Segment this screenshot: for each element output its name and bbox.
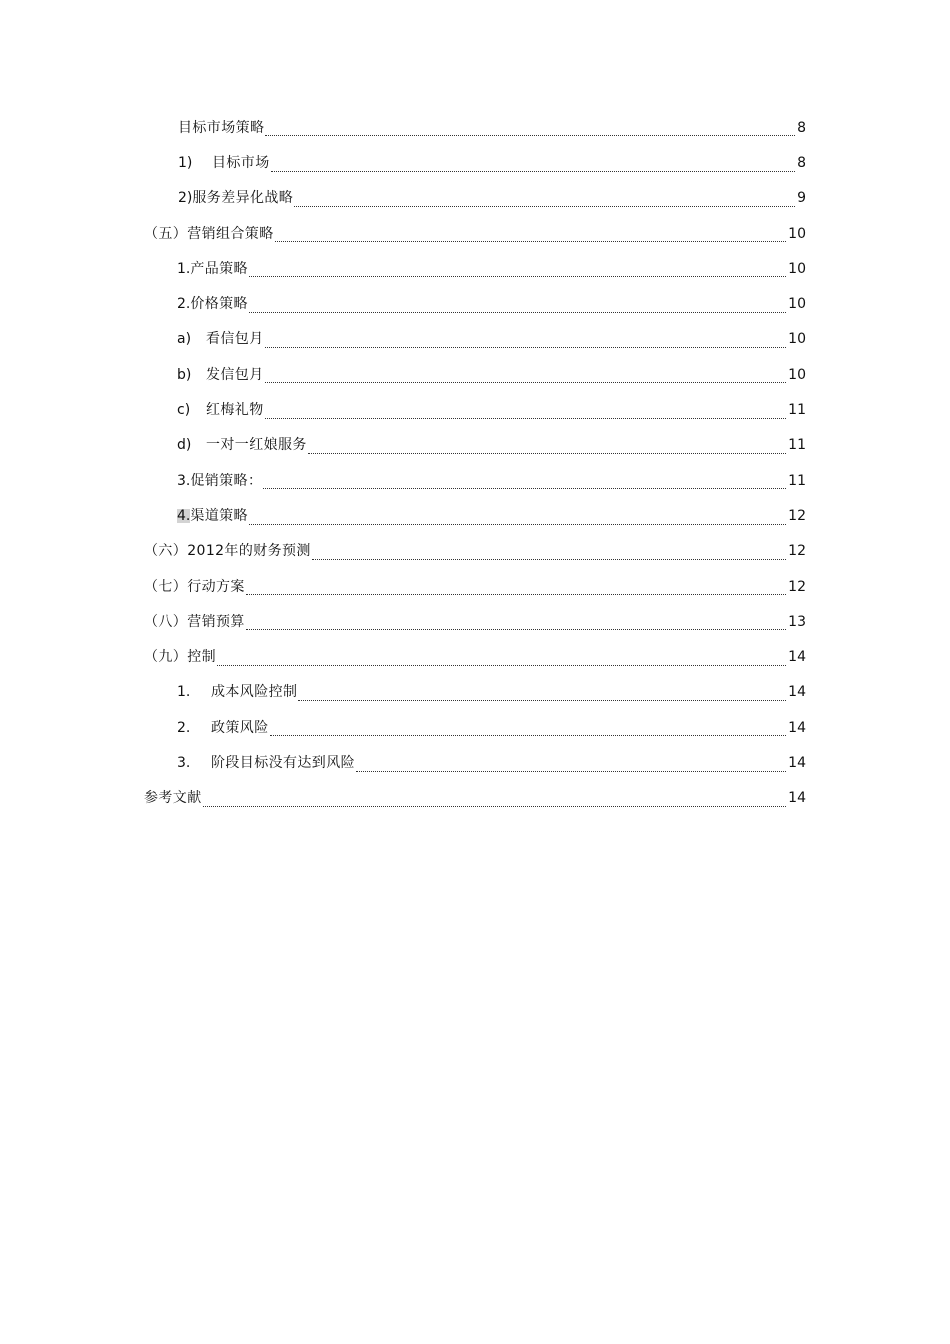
toc-entry-page-number: 10 xyxy=(788,366,806,383)
dot-leader xyxy=(217,664,786,666)
toc-entry-title: 目标市场 xyxy=(212,154,270,171)
toc-entry[interactable] xyxy=(0,498,806,533)
dot-leader xyxy=(298,699,786,701)
dot-leader xyxy=(308,452,786,454)
toc-entry[interactable] xyxy=(0,286,806,321)
toc-entry-title: （七）行动方案 xyxy=(144,578,245,595)
toc-entry-number: b) xyxy=(177,366,192,383)
dot-leader xyxy=(249,311,786,313)
toc-entry-title: 价格策略 xyxy=(190,296,248,313)
toc-entry-page-number: 14 xyxy=(788,684,806,701)
toc-entry[interactable] xyxy=(0,357,806,392)
toc-entry-number: 2. xyxy=(177,296,191,313)
toc-entry-title: 促销策略： xyxy=(190,472,263,489)
toc-entry-title: 看信包月 xyxy=(206,331,264,348)
toc-entry[interactable] xyxy=(0,569,806,604)
dot-leader xyxy=(270,734,787,736)
toc-entry[interactable] xyxy=(0,710,806,745)
toc-entry-title: 服务差异化战略 xyxy=(192,190,294,207)
toc-entry-number: c) xyxy=(177,402,191,419)
toc-entry[interactable] xyxy=(0,145,806,180)
toc-entry-page-number: 12 xyxy=(788,507,806,524)
toc-entry-title: 政策风险 xyxy=(211,719,269,736)
dot-leader xyxy=(249,275,786,277)
toc-entry-number: 1. xyxy=(177,260,191,277)
dot-leader xyxy=(249,523,786,525)
toc-entry-title: 目标市场策略 xyxy=(178,119,265,136)
toc-entry-title: （六）2012年的财务预测 xyxy=(144,543,311,560)
dot-leader xyxy=(265,346,787,348)
toc-entry-page-number: 14 xyxy=(788,754,806,771)
toc-entry-title: 阶段目标没有达到风险 xyxy=(211,754,355,771)
toc-entry-page-number: 11 xyxy=(788,472,806,489)
dot-leader xyxy=(312,558,786,560)
toc-entry[interactable] xyxy=(0,604,806,639)
toc-entry-title: 成本风险控制 xyxy=(211,684,298,701)
toc-entry-page-number: 10 xyxy=(788,260,806,277)
toc-entry[interactable] xyxy=(0,428,806,463)
dot-leader xyxy=(271,170,795,172)
toc-entry[interactable] xyxy=(0,534,806,569)
toc-entry-number: 1) xyxy=(178,154,193,171)
toc-entry[interactable] xyxy=(0,251,806,286)
toc-entry[interactable] xyxy=(0,322,806,357)
dot-leader xyxy=(265,417,787,419)
toc-entry[interactable] xyxy=(0,675,806,710)
dot-leader xyxy=(263,487,786,489)
toc-entry-page-number: 11 xyxy=(788,437,806,454)
toc-entry-page-number: 12 xyxy=(788,578,806,595)
toc-entry-title: （九）控制 xyxy=(144,649,216,666)
toc-entry[interactable] xyxy=(0,181,806,216)
toc-entry-page-number: 9 xyxy=(797,190,806,207)
toc-entry-page-number: 14 xyxy=(788,790,806,807)
dot-leader xyxy=(265,134,795,136)
toc-entry-page-number: 10 xyxy=(788,225,806,242)
toc-entry[interactable] xyxy=(0,463,806,498)
dot-leader xyxy=(356,770,786,772)
dot-leader xyxy=(246,628,786,630)
toc-entry-title: 参考文献 xyxy=(144,790,202,807)
dot-leader xyxy=(294,205,795,207)
toc-entry-number: d) xyxy=(177,437,192,454)
toc-entry-number: 3. xyxy=(177,472,191,489)
toc-entry[interactable] xyxy=(0,639,806,674)
toc-entry-number: 2) xyxy=(178,190,193,207)
toc-entry-number: a) xyxy=(177,331,192,348)
toc-entry-page-number: 8 xyxy=(797,154,806,171)
toc-entry-page-number: 12 xyxy=(788,543,806,560)
toc-entry-page-number: 10 xyxy=(788,331,806,348)
toc-entry[interactable] xyxy=(0,392,806,427)
toc-entry[interactable] xyxy=(0,745,806,780)
toc-entry-title: 发信包月 xyxy=(206,366,264,383)
toc-entry-title: 渠道策略 xyxy=(190,507,248,524)
toc-entry-number: 4. xyxy=(177,507,191,524)
toc-entry-page-number: 14 xyxy=(788,649,806,666)
toc-entry-title: 产品策略 xyxy=(190,260,248,277)
dot-leader xyxy=(265,381,787,383)
toc-entry-page-number: 11 xyxy=(788,402,806,419)
toc-entry-number: 2. xyxy=(177,719,191,736)
toc-entry-number: 1. xyxy=(177,684,191,701)
toc-entry-title: 红梅礼物 xyxy=(206,402,264,419)
dot-leader xyxy=(275,240,787,242)
dot-leader xyxy=(203,805,787,807)
toc-entry-title: （五）营销组合策略 xyxy=(144,225,274,242)
toc-entry-number: 3. xyxy=(177,754,191,771)
toc-entry-title: （八）营销预算 xyxy=(144,613,245,630)
toc-entry-page-number: 8 xyxy=(797,119,806,136)
toc-entry[interactable] xyxy=(0,781,806,816)
toc-entry-page-number: 14 xyxy=(788,719,806,736)
toc-entry-page-number: 10 xyxy=(788,296,806,313)
toc-entry[interactable] xyxy=(0,216,806,251)
table-of-contents xyxy=(0,110,950,816)
toc-entry-title: 一对一红娘服务 xyxy=(206,437,307,454)
toc-entry-page-number: 13 xyxy=(788,613,806,630)
dot-leader xyxy=(246,593,786,595)
toc-entry[interactable] xyxy=(0,110,806,145)
